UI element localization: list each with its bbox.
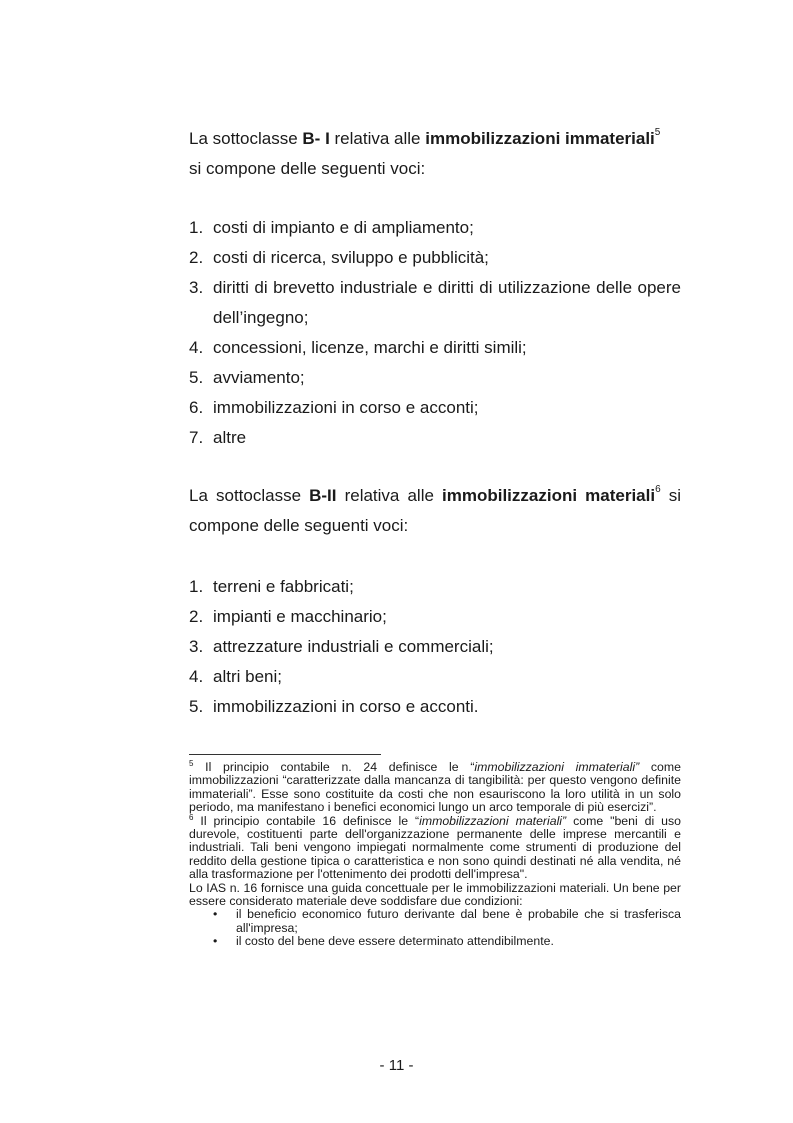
list-item: 2. impianti e macchinario; (189, 607, 387, 626)
page-number: - 11 - (379, 1057, 414, 1074)
bullet-icon: • (213, 934, 218, 949)
list-item: 5. avviamento; (189, 368, 305, 387)
footnote-separator (189, 754, 381, 755)
section-b2-code: B-II (309, 486, 337, 505)
footnotes (189, 758, 681, 949)
footnote-6-number: 6 (189, 812, 194, 822)
list-item: 4. concessioni, licenze, marchi e diritti simili; (189, 338, 527, 357)
bullet-icon: • (213, 907, 218, 922)
section-b2-list (189, 572, 681, 722)
section-b1-list (189, 213, 681, 453)
section-b2-intro: La sottoclasse B-II relativa alle immobilizzazioni materiali$^6$ si compone delle seguenti voci: (189, 484, 681, 535)
section-b2-term: immobilizzazioni materiali (442, 486, 656, 505)
list-item: 5. immobilizzazioni in corso e acconti. (189, 697, 479, 716)
list-item: • il beneficio economico futuro derivante dal bene è probabile che si trasferisca all'impresa; (213, 907, 681, 935)
section-b1-term: immobilizzazioni immateriali (425, 129, 655, 148)
footnote-ref-6[interactable]: 6 (655, 484, 661, 496)
list-item: 3. attrezzature industriali e commerciali; (189, 637, 494, 656)
footnote-bullet-list (189, 908, 681, 948)
footnote-5: $^5$ Il principio contabile n. 24 definisce le “immobilizzazioni immateriali” come immobilizzazioni “caratterizzate dalla mancanza di tangibilità: per questo vengono definite immateriali”. Esse sono costituite da costi che non esauriscono la loro utilità in un solo periodo, ma manifestano i benefici economici lungo un arco temporale di più esercizi”. (189, 758, 681, 815)
list-item: 2. costi di ricerca, sviluppo e pubblicità; (189, 248, 489, 267)
list-item: • il costo del bene deve essere determinato attendibilmente. (213, 934, 554, 949)
section-b1-code: B- I (302, 129, 330, 148)
footnote-ref-5[interactable]: 5 (654, 127, 661, 139)
list-item: 4. altri beni; (189, 667, 282, 686)
footnote-5-number: 5 (189, 758, 194, 768)
section-b1-intro: La sottoclasse B- I relativa alle immobilizzazioni immateriali$^5$ si compone delle seguenti voci: (189, 127, 661, 178)
list-item: 3. diritti di brevetto industriale e diritti di utilizzazione delle opere dell’ingegno; (189, 278, 681, 327)
footnote-ias16: Lo IAS n. 16 fornisce una guida concettuale per le immobilizzazioni materiali. Un bene per essere considerato materiale deve soddisfare due condizioni: (189, 880, 681, 909)
list-item: 1. terreni e fabbricati; (189, 577, 354, 596)
list-item: 1. costi di impianto e di ampliamento; (189, 218, 474, 237)
footnote-6: $^6$ Il principio contabile 16 definisce le “immobilizzazioni materiali” come "beni di uso durevole, costituenti parte dell'organizzazione permanente delle imprese mercantili e industriali. Tali beni vengono impiegati normalmente come strumenti di produzione del reddito della gestione tipica o caratteristica e non sono quindi destinati né alla vendita, né alla trasformazione per l'ottenimento dei prodotti dell'impresa". (189, 812, 681, 882)
list-item: 6. immobilizzazioni in corso e acconti; (189, 398, 479, 417)
list-item: 7. altre (189, 428, 247, 447)
